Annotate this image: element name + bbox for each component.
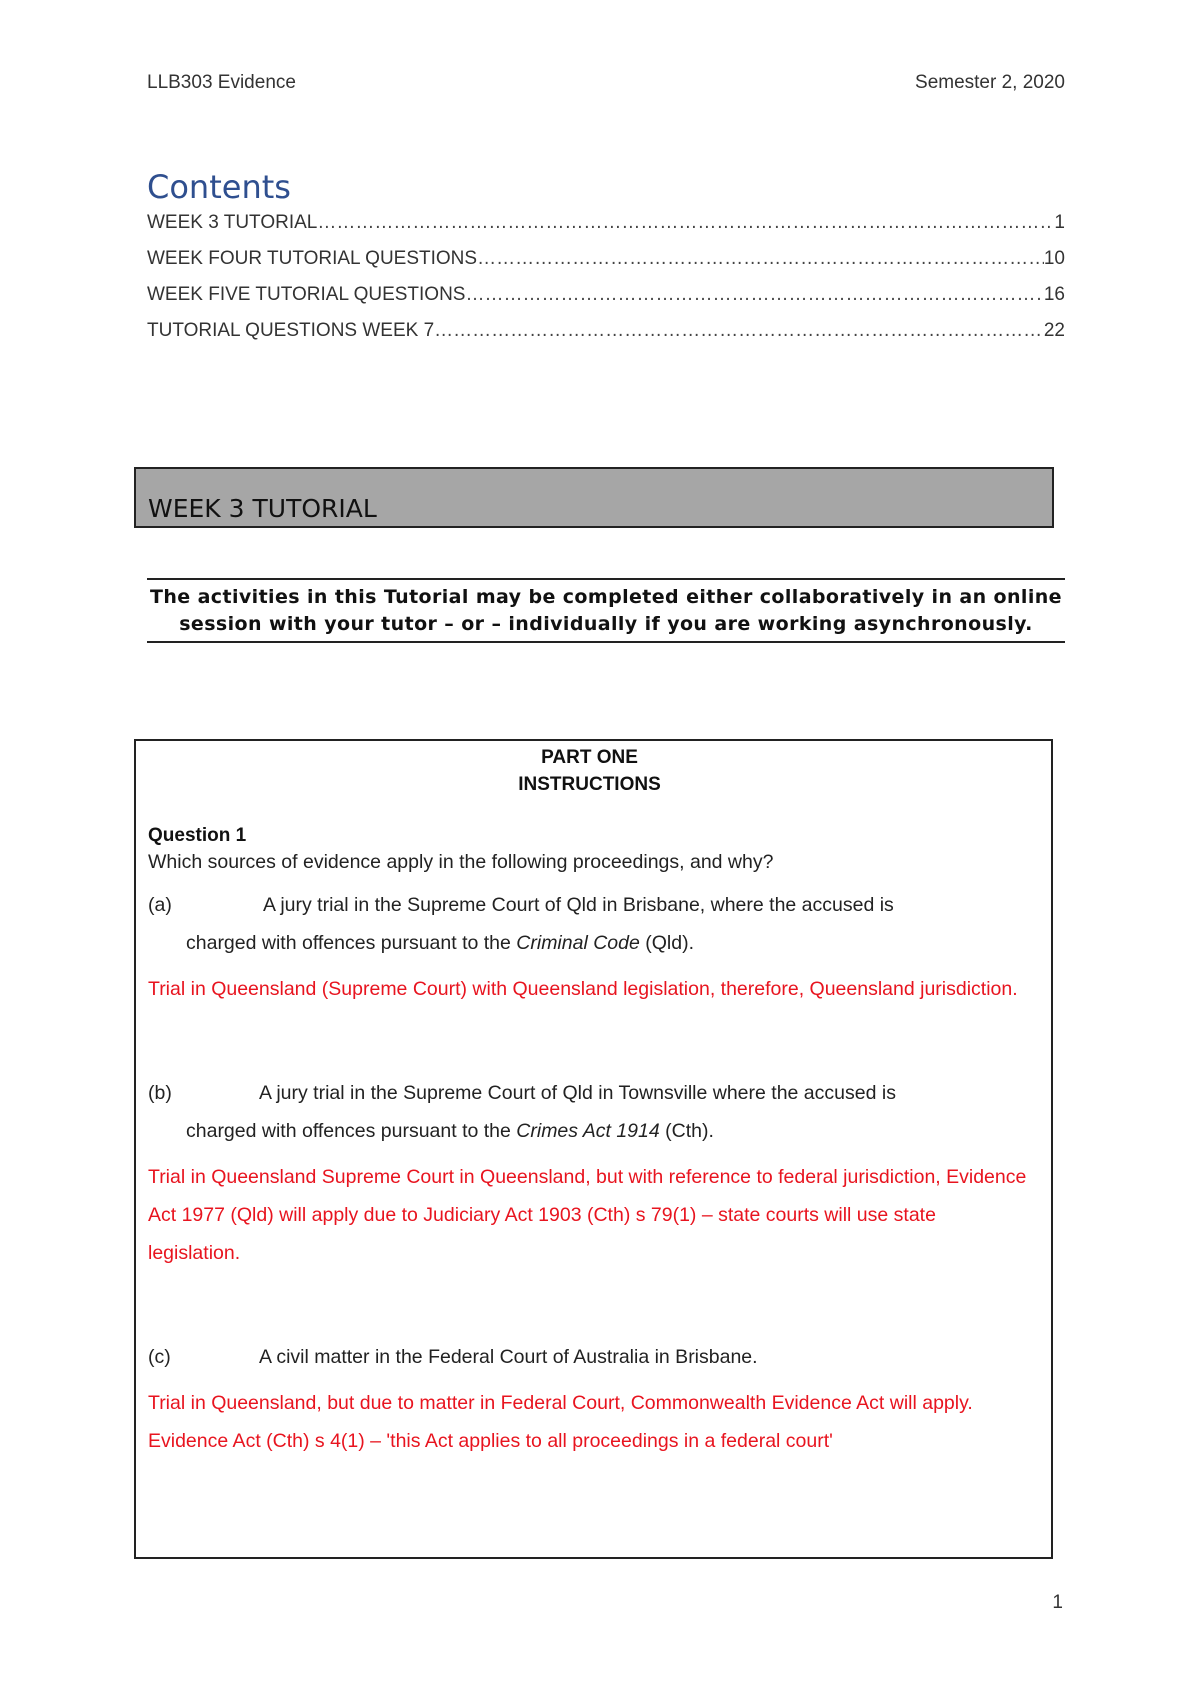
toc-title: Contents [147, 168, 291, 206]
item-line: A civil matter in the Federal Court of Australia in Brisbane. [259, 1346, 758, 1368]
toc-entry-label: WEEK 3 TUTORIAL [147, 212, 318, 233]
toc-entry-page: 1 [1054, 212, 1065, 233]
table-of-contents [147, 212, 1065, 356]
section-heading: WEEK 3 TUTORIAL [148, 494, 377, 523]
page-number: 1 [1052, 1592, 1063, 1613]
toc-entry[interactable] [147, 284, 1065, 320]
question-title: Question 1 [148, 825, 247, 846]
item-line-text: (Qld). [639, 932, 694, 954]
part-one-box [134, 739, 1053, 1559]
item-label: (b) [148, 1082, 172, 1104]
answer-b: Trial in Queensland Supreme Court in Queensland, but with reference to federal jurisdiction, Evidence Act 1977 (Qld) will apply due to Judiciary Act 1903 (Cth) s 79(1) – state courts will use state legislation. [148, 1166, 1027, 1264]
note-line: session with your tutor – or – individually if you are working asynchronously. [179, 613, 1033, 635]
answer-a: Trial in Queensland (Supreme Court) with Queensland legislation, therefore, Queensland jurisdiction. [148, 978, 1018, 1000]
question-text: Which sources of evidence apply in the following proceedings, and why? [148, 851, 774, 873]
note-line: The activities in this Tutorial may be completed either collaboratively in an online [150, 586, 1062, 608]
header-course: LLB303 Evidence [147, 72, 296, 93]
toc-leader [317, 212, 1054, 234]
toc-leader [465, 284, 1043, 306]
toc-entry[interactable] [147, 320, 1065, 356]
item-line: A jury trial in the Supreme Court of Qld in Brisbane, where the accused is [263, 894, 894, 916]
question-item-b [148, 1074, 1031, 1150]
item-label: (a) [148, 894, 172, 916]
toc-entry-label: TUTORIAL QUESTIONS WEEK 7 [147, 320, 435, 341]
item-line-text: (Cth). [659, 1120, 714, 1142]
toc-entry-label: WEEK FOUR TUTORIAL QUESTIONS [147, 248, 478, 269]
question-item-c [148, 1338, 1031, 1376]
section-heading-box [134, 467, 1054, 528]
instruction-note [147, 578, 1065, 643]
toc-leader [477, 248, 1044, 270]
toc-entry-page: 10 [1043, 248, 1065, 269]
toc-entry-label: WEEK FIVE TUTORIAL QUESTIONS [147, 284, 466, 305]
part-subtitle: INSTRUCTIONS [518, 774, 661, 795]
item-line: A jury trial in the Supreme Court of Qld in Townsville where the accused is [259, 1082, 896, 1104]
answer-c: Trial in Queensland, but due to matter in Federal Court, Commonwealth Evidence Act will apply. Evidence Act (Cth) s 4(1) – 'this Act applies to all proceedings in a federal court' [148, 1392, 973, 1452]
header-semester: Semester 2, 2020 [915, 72, 1065, 93]
toc-entry-page: 16 [1043, 284, 1065, 305]
toc-leader [434, 320, 1044, 342]
part-title: PART ONE [541, 747, 638, 768]
item-label: (c) [148, 1346, 171, 1368]
item-act-name: Crimes Act 1914 [516, 1120, 660, 1142]
toc-entry[interactable] [147, 248, 1065, 284]
question-item-a [148, 886, 1031, 962]
item-line-text: charged with offences pursuant to the [186, 1120, 517, 1142]
item-line-text: charged with offences pursuant to the [186, 932, 517, 954]
item-act-name: Criminal Code [516, 932, 640, 954]
toc-entry-page: 22 [1043, 320, 1065, 341]
toc-entry[interactable] [147, 212, 1065, 248]
